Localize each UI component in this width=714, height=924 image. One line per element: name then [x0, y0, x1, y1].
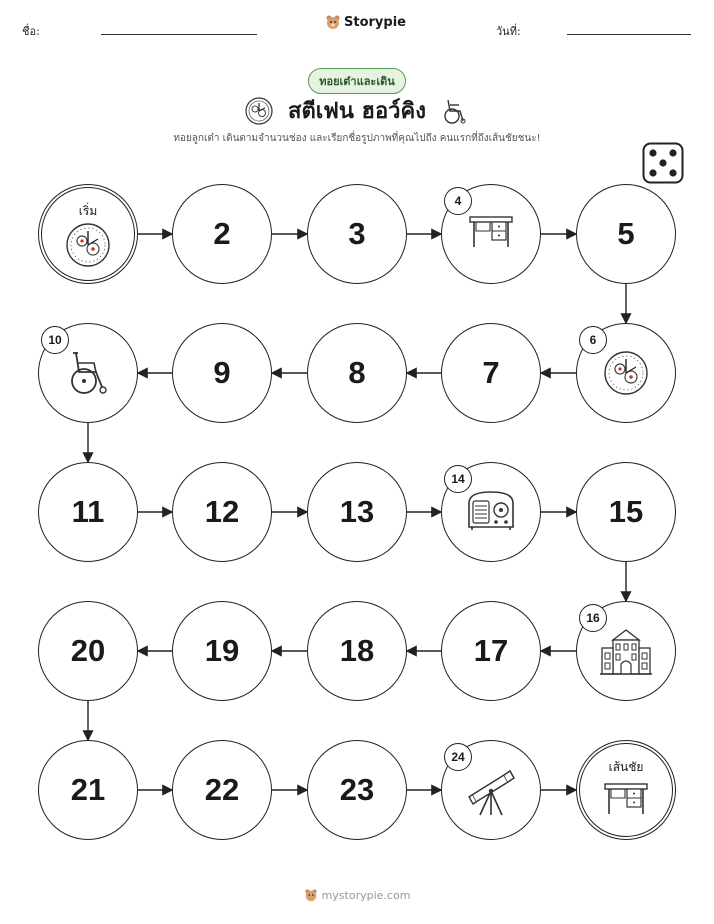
finish-label: เส้นชัย: [608, 760, 644, 774]
board-square-16[interactable]: [576, 601, 676, 701]
dice-icon[interactable]: [642, 142, 684, 184]
desk-icon: [468, 211, 514, 255]
board-square-13[interactable]: [307, 462, 407, 562]
square-number: 2: [213, 216, 231, 251]
name-line[interactable]: [101, 34, 257, 35]
finish-square[interactable]: [576, 740, 676, 840]
instructions: ทอยลูกเต๋า เดินตามจำนวนช่อง และเรียกชื่อรูปภาพที่คุณไปถึง คนแรกที่ถึงเส้นชัยชนะ!: [173, 133, 541, 144]
university-building-icon: [599, 628, 653, 680]
square-number: 17: [473, 633, 509, 668]
square-number: 11: [71, 494, 105, 529]
radio-icon: [466, 489, 516, 535]
square-number: 8: [348, 355, 366, 390]
board-square-5[interactable]: [576, 184, 676, 284]
board-square-23[interactable]: [307, 740, 407, 840]
brand-logo: [325, 14, 406, 30]
board-square-6[interactable]: [576, 323, 676, 423]
board-square-22[interactable]: [172, 740, 272, 840]
date-line[interactable]: [567, 34, 691, 35]
board-square-3[interactable]: [307, 184, 407, 284]
brand-name: Storypie: [344, 14, 406, 30]
square-number-badge: 6: [579, 326, 607, 354]
square-number: 13: [339, 494, 375, 529]
square-number-badge: 14: [444, 465, 472, 493]
square-number-badge: 16: [579, 604, 607, 632]
board-square-21[interactable]: [38, 740, 138, 840]
square-number-badge: 4: [444, 187, 472, 215]
square-number: 7: [482, 355, 500, 390]
square-number: 18: [339, 633, 375, 668]
name-label: ชื่อ:: [22, 25, 40, 38]
board-square-19[interactable]: [172, 601, 272, 701]
square-number: 20: [70, 633, 106, 668]
board-square-17[interactable]: [441, 601, 541, 701]
board-square-2[interactable]: [172, 184, 272, 284]
page-title: สตีเฟน ฮอว์คิง: [288, 99, 426, 124]
square-number: 19: [204, 633, 240, 668]
wheelchair-icon: [440, 96, 470, 126]
square-number: 21: [70, 772, 106, 807]
square-number: 23: [339, 772, 375, 807]
board-square-11[interactable]: [38, 462, 138, 562]
start-label: เริ่ม: [78, 204, 98, 218]
square-number-badge: 10: [41, 326, 69, 354]
desk-icon: [603, 778, 649, 822]
board-square-24[interactable]: [441, 740, 541, 840]
square-number-badge: 24: [444, 743, 472, 771]
bear-mascot-icon: [325, 14, 341, 30]
clock-gears-icon: [603, 350, 649, 400]
clock-gears-icon: [65, 222, 111, 272]
clock-gears-icon: [244, 96, 274, 126]
board-square-9[interactable]: [172, 323, 272, 423]
board-square-18[interactable]: [307, 601, 407, 701]
board-square-12[interactable]: [172, 462, 272, 562]
wheelchair-icon: [64, 350, 112, 400]
board-square-8[interactable]: [307, 323, 407, 423]
board-square-15[interactable]: [576, 462, 676, 562]
square-number: 12: [204, 494, 240, 529]
board-square-7[interactable]: [441, 323, 541, 423]
board-square-14[interactable]: [441, 462, 541, 562]
board-square-4[interactable]: [441, 184, 541, 284]
date-label: วันที่:: [496, 25, 521, 38]
bear-mascot-icon: [304, 888, 318, 902]
telescope-icon: [466, 767, 516, 821]
footer-site[interactable]: mystorypie.com: [321, 888, 411, 902]
board-square-20[interactable]: [38, 601, 138, 701]
square-number: 9: [213, 355, 231, 390]
game-type-tag: ทอยเต๋าและเดิน: [308, 68, 406, 94]
board-square-10[interactable]: [38, 323, 138, 423]
square-number: 5: [617, 216, 635, 251]
start-square[interactable]: [38, 184, 138, 284]
footer: [304, 888, 411, 902]
square-number: 3: [348, 216, 366, 251]
square-number: 22: [204, 772, 240, 807]
square-number: 15: [608, 494, 644, 529]
